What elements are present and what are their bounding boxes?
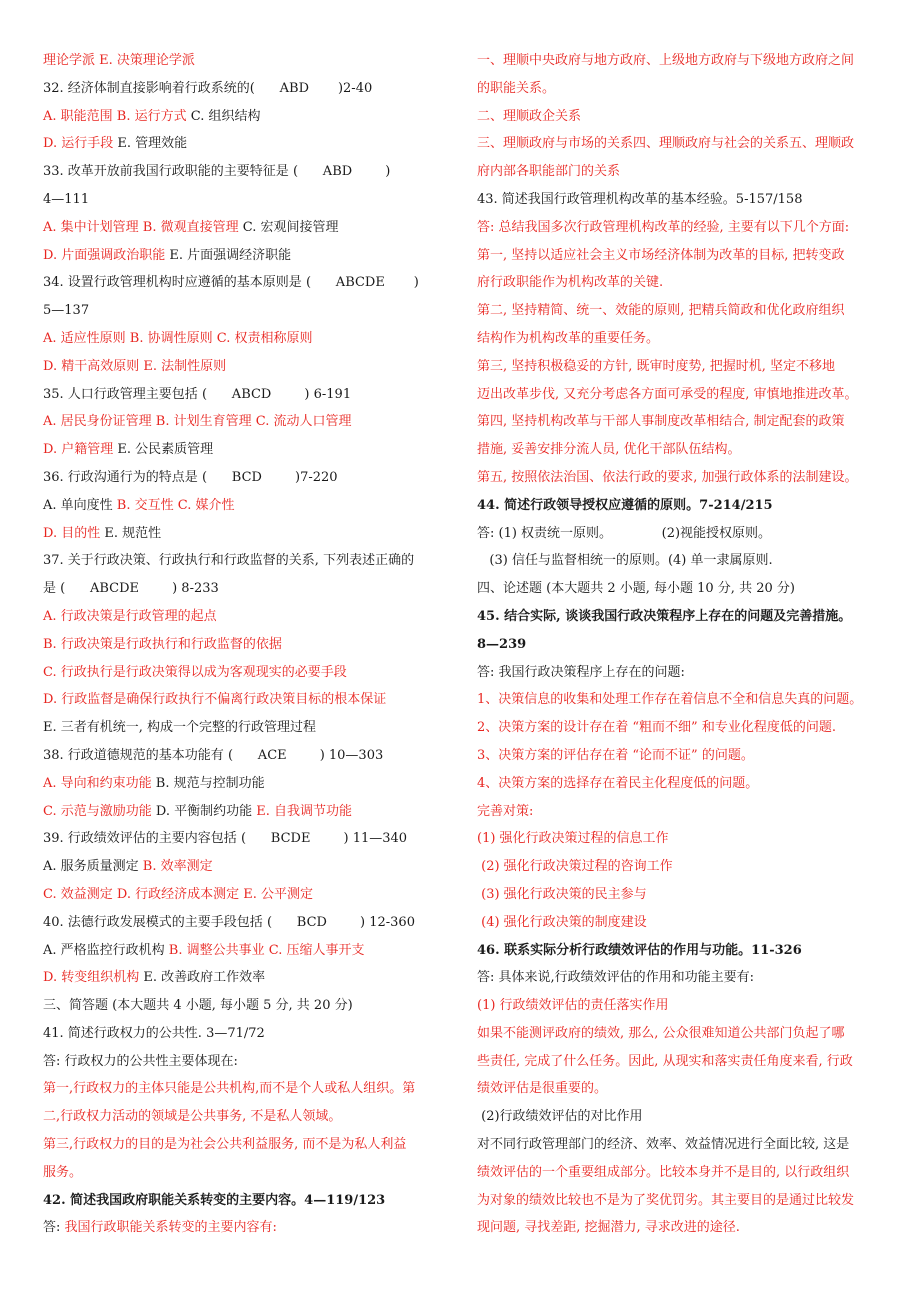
text-line [43,1103,448,1131]
text-run: (4) 强化行政决策的制度建设 [477,914,647,930]
text-run: C. 行政执行是行政决策得以成为客观现实的必要手段 [43,664,347,680]
text-run: (3) 信任与监督相统一的原则。(4) 单一隶属原则. [477,553,773,569]
text-line [477,1048,879,1076]
text-run: D. 目的性 [43,525,101,541]
text-line [477,798,879,826]
text-run: E. 自我调节功能 [256,803,353,819]
text-line [43,937,448,965]
text-run: E. 管理效能 [113,136,188,152]
text-line [477,1075,879,1103]
text-run: 一、理顺中央政府与地方政府、上级地方政府与下级地方政府之间 [477,53,855,68]
text-run: B. 调整公共事业 C. 压缩人事开支 [168,942,365,958]
text-line [477,992,879,1020]
text-run: 理论学派 E. 决策理论学派 [43,53,195,68]
text-run: 结构作为机构改革的重要任务。 [477,330,660,346]
right-column [477,47,879,1242]
text-line [43,353,448,381]
text-line [43,408,448,436]
text-line [43,1075,448,1103]
text-run: 三、理顺政府与市场的关系四、理顺政府与社会的关系五、理顺政 [477,136,855,152]
text-run: E. 片面强调经济职能 [165,247,292,263]
text-line [43,659,448,687]
text-line [477,325,879,353]
text-line [477,909,879,937]
text-run: 绩效评估的一个重要组成部分。比较本身并不是目的, 以行政组织 [477,1164,850,1180]
text-run: 第二, 坚持精简、统一、效能的原则, 把精兵简政和优化政府组织 [477,303,845,319]
text-run: E. 规范性 [100,525,162,541]
text-line [477,242,879,270]
text-line [477,937,879,965]
text-run: 46. 联系实际分析行政绩效评估的作用与功能。11-326 [477,942,802,958]
text-run: 府内部各职能部门的关系 [477,164,621,180]
text-line [477,408,879,436]
text-run: D. 户籍管理 [43,442,114,458]
text-line [43,464,448,492]
text-run: B. 交互性 C. 媒介性 [116,497,235,513]
text-line [477,881,879,909]
text-run: (1) 行政绩效评估的责任落实作用 [477,998,669,1014]
text-line [43,242,448,270]
text-line [43,1048,448,1076]
text-run: 答: 我国行政决策程序上存在的问题: [477,664,685,680]
text-line [43,103,448,131]
text-run: 第三,行政权力的目的是为社会公共利益服务, 而不是为私人利益 [43,1137,407,1153]
text-line [43,992,448,1020]
text-run: A. 服务质量测定 [43,859,143,875]
text-run: C. 组织结构 [186,108,261,124]
text-line [477,1103,879,1131]
text-line [43,631,448,659]
text-line [477,158,879,186]
text-line [43,964,448,992]
text-run: 33. 改革开放前我国行政职能的主要特征是 ( ABD ) [43,164,391,180]
text-line [43,381,448,409]
text-line [477,1214,879,1242]
text-run: E. 三者有机统一, 构成一个完整的行政管理过程 [43,720,317,736]
text-run: 3、决策方案的评估存在着 “论而不证” 的问题。 [477,747,754,763]
text-line [477,436,879,464]
text-run: 第四, 坚持机构改革与干部人事制度改革相结合, 制定配套的政策 [477,414,845,430]
text-line [477,575,879,603]
text-run: 43. 简述我国行政管理机构改革的基本经验。5-157/158 [477,191,803,207]
text-run: 我国行政职能关系转变的主要内容有: [64,1220,277,1236]
text-run: 三、简答题 (本大题共 4 小题, 每小题 5 分, 共 20 分) [43,998,353,1014]
text-run: 是 ( ABCDE ) 8-233 [43,581,219,597]
text-run: 35. 人口行政管理主要包括 ( ABCD ) 6-191 [43,386,352,402]
text-line [477,186,879,214]
text-run: D. 行政监督是确保行政执行不偏离行政决策目标的根本保证 [43,692,387,708]
text-run: E. 公民素质管理 [113,442,214,458]
text-run: 32. 经济体制直接影响着行政系统的( ABD )2-40 [43,80,373,96]
text-run: (2)行政绩效评估的对比作用 [477,1109,643,1125]
text-run: 二,行政权力活动的领域是公共事务, 不是私人领域。 [43,1109,342,1125]
text-line [43,130,448,158]
text-line [43,909,448,937]
text-line [477,103,879,131]
text-line [43,575,448,603]
text-run: 二、理顺政企关系 [477,108,582,124]
text-run: 1、决策信息的收集和处理工作存在着信息不全和信息失真的问题。 [477,692,863,708]
text-run: 第三, 坚持积极稳妥的方针, 既审时度势, 把握时机, 坚定不移地 [477,358,836,374]
text-run: 迈出改革步伐, 又充分考虑各方面可承受的程度, 审慎地推进改革。 [477,386,858,402]
text-line [477,603,879,631]
text-line [43,325,448,353]
text-line [43,742,448,770]
text-line [43,520,448,548]
text-line [43,1131,448,1159]
text-run: D. 片面强调政治职能 [43,247,166,263]
text-run: A. 职能范围 B. 运行方式 [43,108,187,124]
text-run: 绩效评估是很重要的。 [477,1081,608,1097]
text-line [477,964,879,992]
text-line [477,269,879,297]
text-line [43,214,448,242]
text-run: (1) 强化行政决策过程的信息工作 [477,831,669,847]
text-run: 38. 行政道德规范的基本功能有 ( ACE ) 10—303 [43,747,384,763]
text-run: 2、决策方案的设计存在着 “粗而不细” 和专业化程度低的问题. [477,720,836,736]
text-line [477,1159,879,1187]
text-line [43,770,448,798]
text-line [477,770,879,798]
text-run: 45. 结合实际, 谈谈我国行政决策程序上存在的问题及完善措施。 [477,608,852,624]
text-line [43,1159,448,1187]
text-run: C. 宏观间接管理 [238,219,339,235]
text-run: B. 行政决策是行政执行和行政监督的依据 [43,636,282,652]
text-run: 第一, 坚持以适应社会主义市场经济体制为改革的目标, 把转变政 [477,247,845,263]
text-line [477,381,879,409]
text-run: 为对象的绩效比较也不是为了奖优罚劣。其主要目的是通过比较发 [477,1192,855,1208]
text-run: 8—239 [477,636,527,652]
text-run: B. 规范与控制功能 [151,775,265,791]
text-run: 37. 关于行政决策、行政执行和行政监督的关系, 下列表述正确的 [43,553,415,569]
text-line [477,75,879,103]
text-run: 5—137 [43,303,90,319]
text-line [43,186,448,214]
text-line [477,825,879,853]
text-line [477,686,879,714]
text-run: D. 运行手段 [43,136,114,152]
text-run: A. 严格监控行政机构 [43,942,169,958]
text-run: 36. 行政沟通行为的特点是 ( BCD )7-220 [43,469,338,485]
text-line [477,1020,879,1048]
text-line [477,214,879,242]
text-line [43,881,448,909]
text-run: 如果不能测评政府的绩效, 那么, 公众很难知道公共部门负起了哪 [477,1025,845,1041]
text-line [43,1214,448,1242]
text-run: A. 导向和约束功能 [43,775,152,791]
text-run: 现问题, 寻找差距, 挖掘潜力, 寻求改进的途径. [477,1220,740,1236]
text-line [43,47,448,75]
text-line [43,492,448,520]
text-run: A. 居民身份证管理 B. 计划生育管理 C. 流动人口管理 [43,414,352,430]
text-run: 42. 简述我国政府职能关系转变的主要内容。4—119/123 [43,1192,386,1208]
text-run: 答: 具体来说,行政绩效评估的作用和功能主要有: [477,970,755,986]
text-run: A. 集中计划管理 B. 微观直接管理 [43,219,239,235]
text-run: D. 精干高效原则 E. 法制性原则 [43,358,227,374]
text-run: 答: 总结我国多次行政管理机构改革的经验, 主要有以下几个方面: [477,219,850,235]
text-run: 第一,行政权力的主体只能是公共机构,而不是个人或私人组织。第 [43,1081,416,1097]
text-run: 40. 法德行政发展模式的主要手段包括 ( BCD ) 12-360 [43,914,415,930]
text-run: 对不同行政管理部门的经济、效率、效益情况进行全面比较, 这是 [477,1137,850,1153]
text-run: B. 效率测定 [142,859,213,875]
text-run: (2) 强化行政决策过程的咨询工作 [477,859,673,875]
text-run: 答: 行政权力的公共性主要体现在: [43,1053,238,1069]
text-run: 4、决策方案的选择存在着民主化程度低的问题。 [477,775,759,791]
text-line [477,659,879,687]
text-line [477,547,879,575]
text-run: 第五, 按照依法治国、依法行政的要求, 加强行政体系的法制建设。 [477,469,858,485]
text-run: 的职能关系。 [477,80,556,96]
text-run: A. 单向度性 [43,497,117,513]
text-line [477,1187,879,1215]
text-line [43,436,448,464]
text-run: 府行政职能作为机构改革的关键. [477,275,664,291]
text-line [43,853,448,881]
text-run: 些责任, 完成了什么任务。因此, 从现实和落实责任角度来看, 行政 [477,1053,853,1069]
text-run: 39. 行政绩效评估的主要内容包括 ( BCDE ) 11—340 [43,831,408,847]
text-run: D. 转变组织机构 [43,970,140,986]
text-run: 四、论述题 (本大题共 2 小题, 每小题 10 分, 共 20 分) [477,581,795,597]
text-run: E. 改善政府工作效率 [139,970,266,986]
text-run: 完善对策: [477,803,534,819]
text-line [477,492,879,520]
text-line [43,297,448,325]
text-line [477,1131,879,1159]
text-line [43,547,448,575]
text-line [477,714,879,742]
text-run: D. 平衡制约功能 [151,803,257,819]
text-run: C. 效益测定 D. 行政经济成本测定 E. 公平测定 [43,886,313,902]
text-run: 41. 简述行政权力的公共性. 3—71/72 [43,1025,265,1041]
text-line [43,158,448,186]
text-run: 答: [43,1220,65,1236]
text-line [43,1187,448,1215]
text-run: 34. 设置行政管理机构时应遵循的基本原则是 ( ABCDE ) [43,275,419,291]
text-line [43,686,448,714]
text-line [477,631,879,659]
text-line [43,1020,448,1048]
text-line [43,714,448,742]
text-run: 措施, 妥善安排分流人员, 优化干部队伍结构。 [477,442,741,458]
text-line [43,603,448,631]
text-run: A. 适应性原则 B. 协调性原则 C. 权责相称原则 [43,330,313,346]
text-run: 4—111 [43,191,90,207]
text-line [43,269,448,297]
text-line [477,853,879,881]
text-line [477,47,879,75]
text-line [43,825,448,853]
left-column [43,47,448,1242]
text-line [43,798,448,826]
text-line [477,464,879,492]
text-line [477,130,879,158]
text-run: A. 行政决策是行政管理的起点 [43,608,217,624]
text-line [477,742,879,770]
text-line [43,75,448,103]
text-line [477,520,879,548]
text-run: 答: (1) 权责统一原则。 (2)视能授权原则。 [477,525,772,541]
text-run: (3) 强化行政决策的民主参与 [477,886,647,902]
text-run: 44. 简述行政领导授权应遵循的原则。7-214/215 [477,497,773,513]
text-run: C. 示范与激励功能 [43,803,152,819]
text-run: 服务。 [43,1164,83,1180]
text-line [477,297,879,325]
text-line [477,353,879,381]
